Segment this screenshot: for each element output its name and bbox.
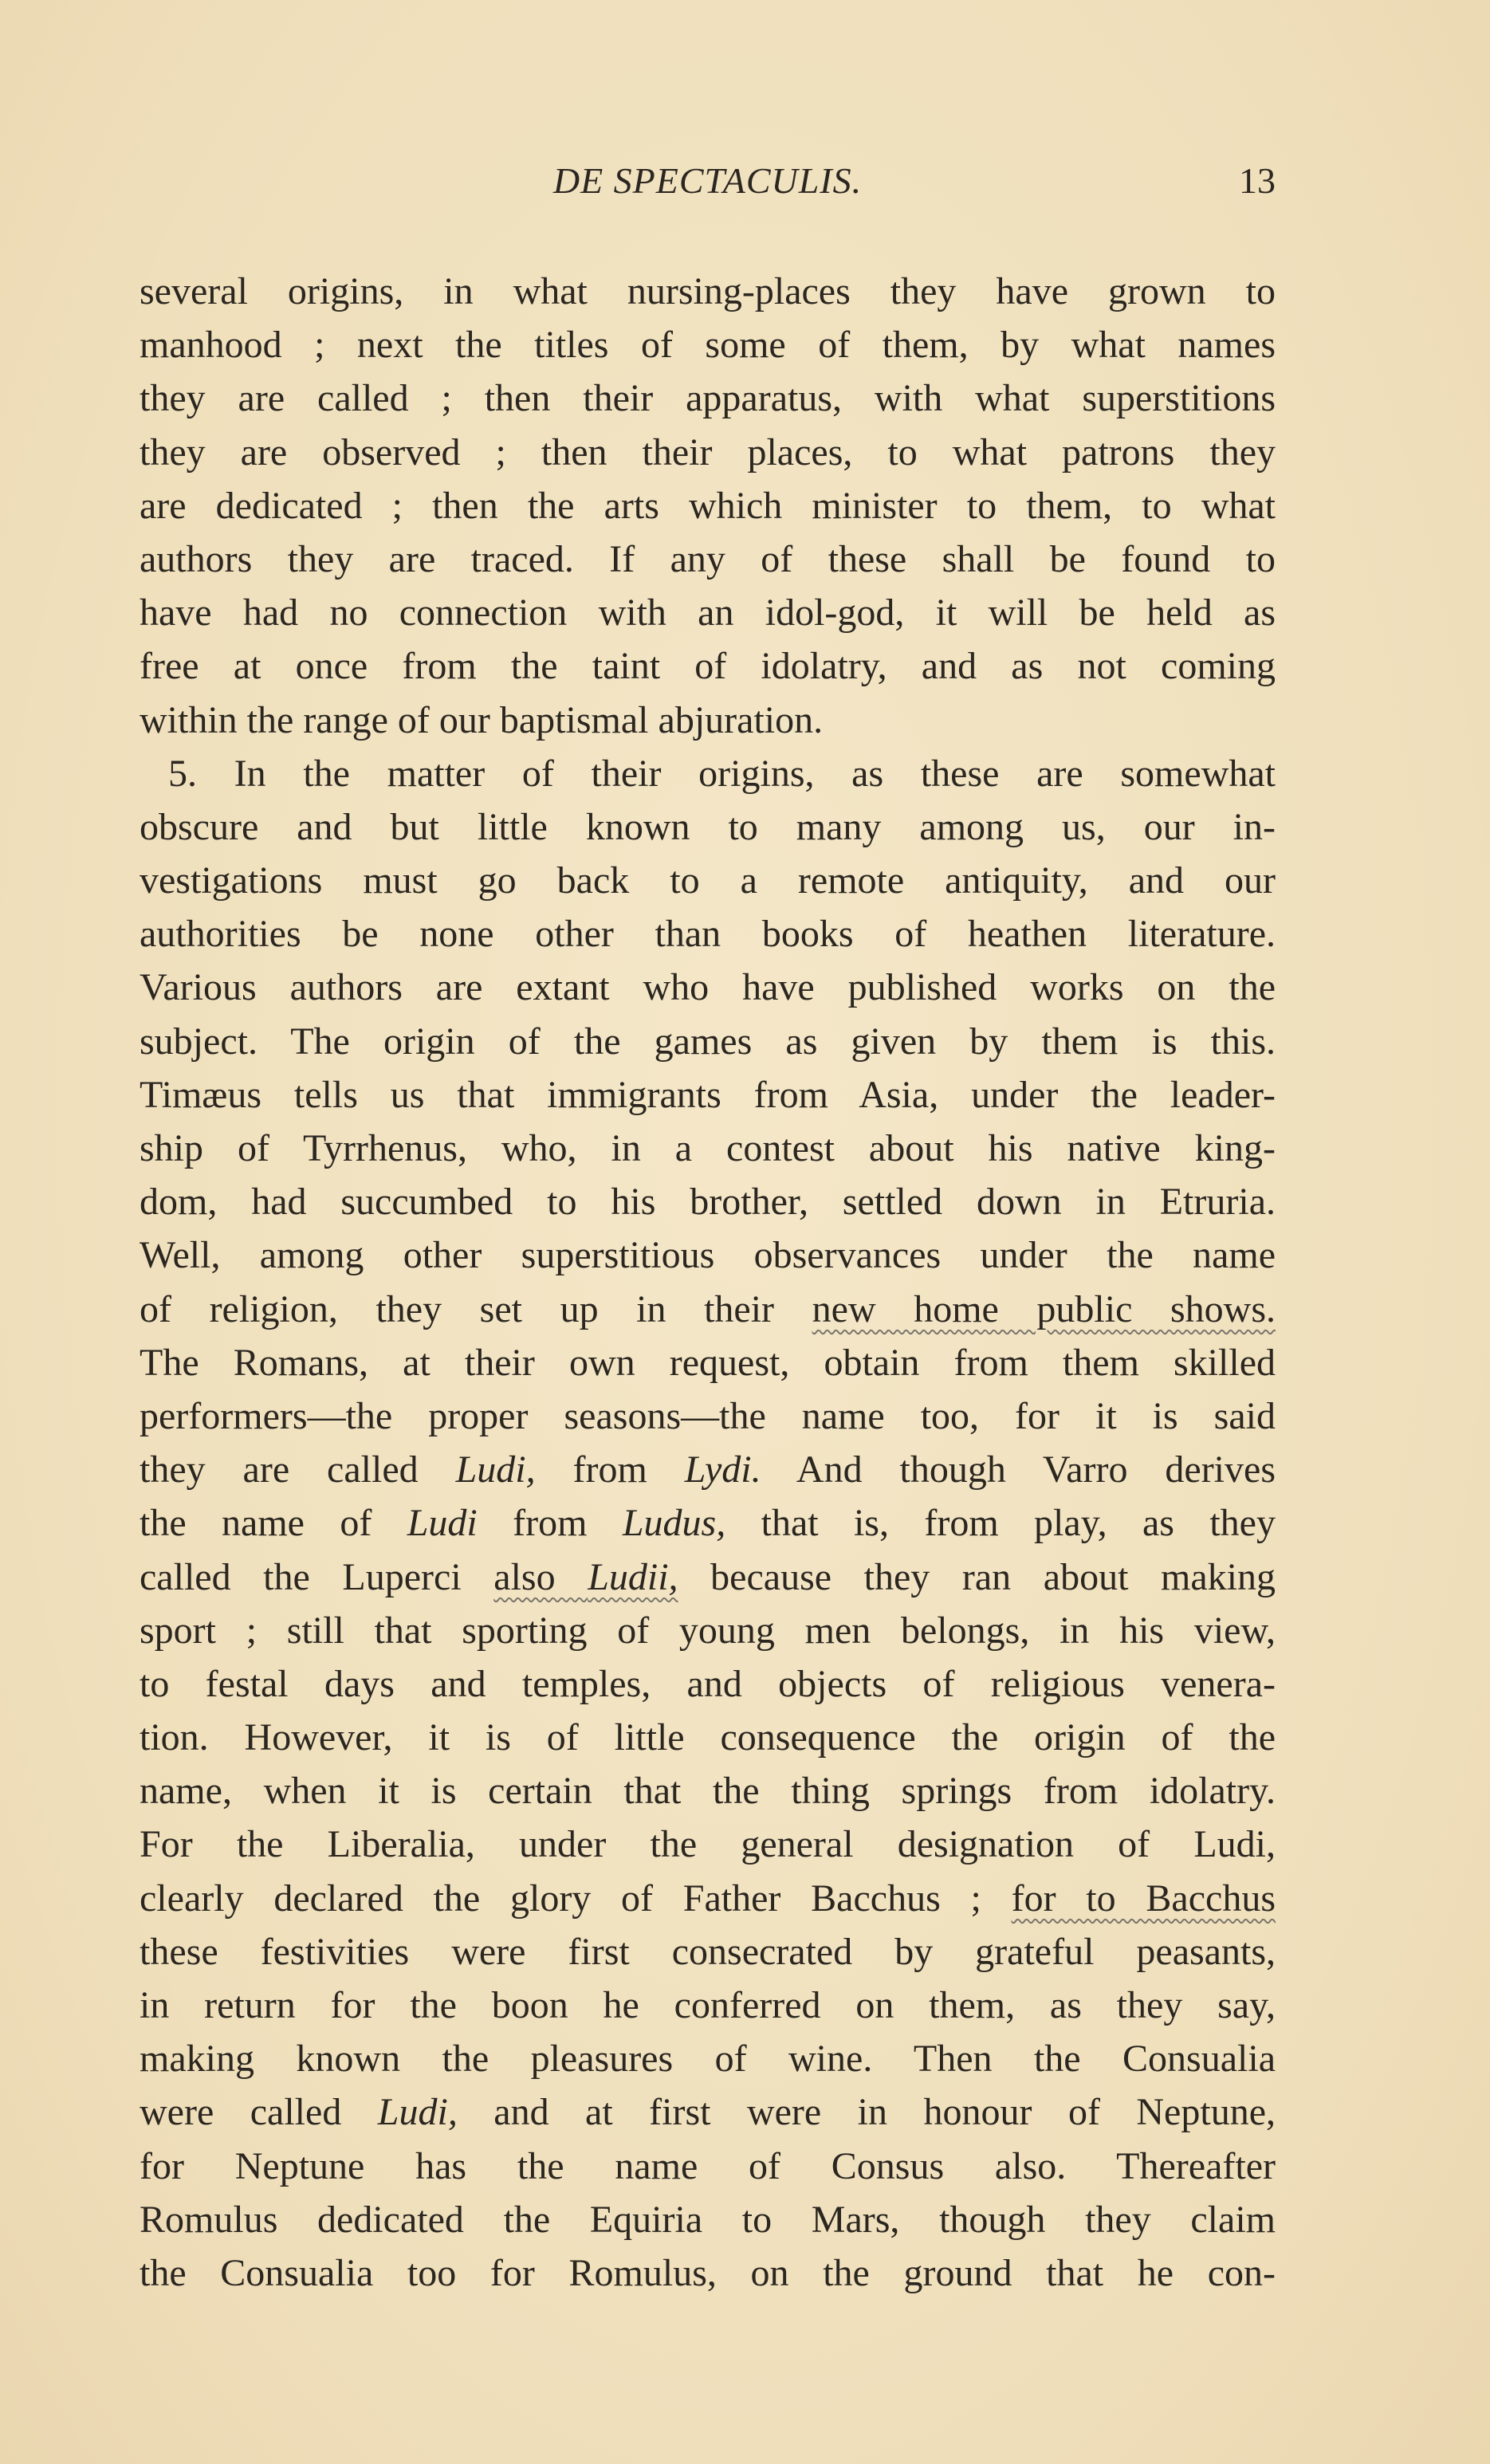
text-line <box>140 2246 1276 2300</box>
text-line <box>140 371 1276 425</box>
text-segment: free at once from the taint of idolatry, and as not coming <box>140 645 1276 688</box>
text-line <box>140 532 1276 586</box>
text-segment: for to Bacchus <box>1011 1876 1276 1920</box>
text-line <box>140 1496 1276 1550</box>
text-segment: several origins, in what nursing-places they have grown to <box>140 270 1276 312</box>
text-segment: because they ran about making <box>678 1555 1276 1598</box>
text-segment: performers—the proper seasons—the name too, for it is said <box>140 1394 1276 1437</box>
text-segment: the Consualia too for Romulus, on the ground that he con- <box>140 2251 1276 2294</box>
text-segment: vestigations must go back to a remote antiquity, and our <box>140 859 1276 902</box>
text-segment: manhood ; next the titles of some of them, by what names <box>140 324 1276 367</box>
text-line <box>140 747 1276 800</box>
text-line <box>140 1818 1276 1871</box>
text-segment: within the range of our baptismal abjuration. <box>140 698 824 741</box>
text-line <box>140 2085 1276 2139</box>
text-segment: to festal days and temples, and objects of religious venera- <box>140 1662 1276 1705</box>
text-segment: the name of <box>140 1502 407 1545</box>
text-segment: name, when it is certain that the thing springs from idolatry. <box>140 1770 1276 1813</box>
text-line <box>140 1925 1276 1979</box>
text-segment: The Romans, at their own request, obtain from them skilled <box>140 1341 1276 1384</box>
text-segment: for Neptune has the name of Consus also. Thereafter <box>140 2144 1276 2187</box>
text-line <box>140 1764 1276 1818</box>
text-line <box>140 1336 1276 1389</box>
text-line <box>140 426 1276 479</box>
text-segment: dom, had succumbed to his brother, settled down in Etruria. <box>140 1181 1276 1224</box>
text-line <box>140 800 1276 854</box>
text-line <box>140 2140 1276 2193</box>
text-line <box>140 1283 1276 1336</box>
text-segment: they are observed ; then their places, to what patrons they <box>140 430 1276 474</box>
text-line <box>140 1068 1276 1122</box>
text-line <box>140 1604 1276 1657</box>
text-line <box>140 1015 1276 1068</box>
text-segment: in return for the boon he conferred on them, as they say, <box>140 1984 1276 2026</box>
text-segment: making known the pleasures of wine. Then the Consualia <box>140 2038 1276 2081</box>
text-segment: For the Liberalia, under the general designation of Ludi, <box>140 1823 1276 1866</box>
text-segment: subject. The origin of the games as given by them is this. <box>140 1020 1276 1063</box>
text-segment: authorities be none other than books of heathen literature. <box>140 913 1276 956</box>
text-line <box>140 318 1276 371</box>
text-line <box>140 639 1276 693</box>
text-segment: 5. In the matter of their origins, as these are somewhat <box>168 752 1276 795</box>
text-segment: new home public shows. <box>812 1287 1276 1330</box>
text-segment: Various authors are extant who have published works on the <box>140 966 1276 1009</box>
italic-text: Ludi, <box>377 2091 458 2134</box>
text-segment: Romulus dedicated the Equiria to Mars, though they claim <box>140 2198 1276 2241</box>
text-segment: clearly declared the glory of Father Bacchus ; <box>140 1876 1012 1920</box>
text-segment: that is, from play, as they <box>725 1502 1276 1545</box>
text-segment: Timæus tells us that immigrants from Asia, under the leader- <box>140 1073 1276 1116</box>
text-line <box>140 694 1276 747</box>
text-line <box>140 2193 1276 2246</box>
text-segment: ship of Tyrrhenus, who, in a contest about his native king- <box>140 1127 1276 1169</box>
text-segment: from <box>535 1448 685 1491</box>
page-header <box>140 156 1276 212</box>
text-line <box>140 1443 1276 1496</box>
text-segment: sport ; still that sporting of young men belongs, in his view, <box>140 1609 1276 1652</box>
italic-text: Ludi <box>407 1502 478 1545</box>
text-line <box>140 854 1276 907</box>
page-number: 13 <box>1239 160 1276 201</box>
text-line <box>140 265 1276 318</box>
text-segment: and at first were in honour of Neptune, <box>457 2091 1276 2134</box>
text-line <box>140 1979 1276 2032</box>
text-segment: Well, among other superstitious observances under the name <box>140 1234 1276 1277</box>
text-line <box>140 1228 1276 1282</box>
text-segment: obscure and but little known to many among us, our in- <box>140 805 1276 848</box>
text-segment: of religion, they set up in their <box>140 1287 812 1330</box>
text-line <box>140 1389 1276 1443</box>
text-segment: they are called <box>140 1448 456 1491</box>
text-segment: these festivities were first consecrated by grateful peasants, <box>140 1930 1276 1973</box>
italic-text: Ludi, <box>455 1448 536 1491</box>
text-line <box>140 1711 1276 1764</box>
text-segment: have had no connection with an idol-god, it will be held as <box>140 591 1276 635</box>
text-line <box>140 586 1276 639</box>
text-line <box>140 1122 1276 1175</box>
italic-text: Ludii, <box>588 1555 678 1598</box>
text-line <box>140 1550 1276 1604</box>
text-segment: And though Varro derives <box>761 1448 1276 1491</box>
text-segment: tion. However, it is of little consequence the origin of the <box>140 1716 1276 1759</box>
text-line <box>140 1175 1276 1228</box>
text-line <box>140 961 1276 1014</box>
text-line <box>140 1657 1276 1711</box>
text-segment: are dedicated ; then the arts which minister to them, to what <box>140 484 1276 527</box>
text-segment: from <box>477 1502 623 1545</box>
text-line <box>140 2032 1276 2085</box>
italic-text: Lydi. <box>684 1448 761 1491</box>
text-line <box>140 1872 1276 1925</box>
running-title: DE SPECTACULIS. <box>552 160 863 201</box>
text-line <box>140 907 1276 961</box>
text-line <box>140 479 1276 532</box>
text-segment: they are called ; then their apparatus, with what superstitions <box>140 377 1276 420</box>
italic-text: Ludus, <box>622 1502 726 1545</box>
text-segment: also <box>493 1555 588 1598</box>
text-segment: authors they are traced. If any of these shall be found to <box>140 537 1276 580</box>
body-text <box>140 265 1276 2300</box>
text-segment: called the Luperci <box>140 1555 494 1598</box>
text-segment: were called <box>140 2091 378 2134</box>
